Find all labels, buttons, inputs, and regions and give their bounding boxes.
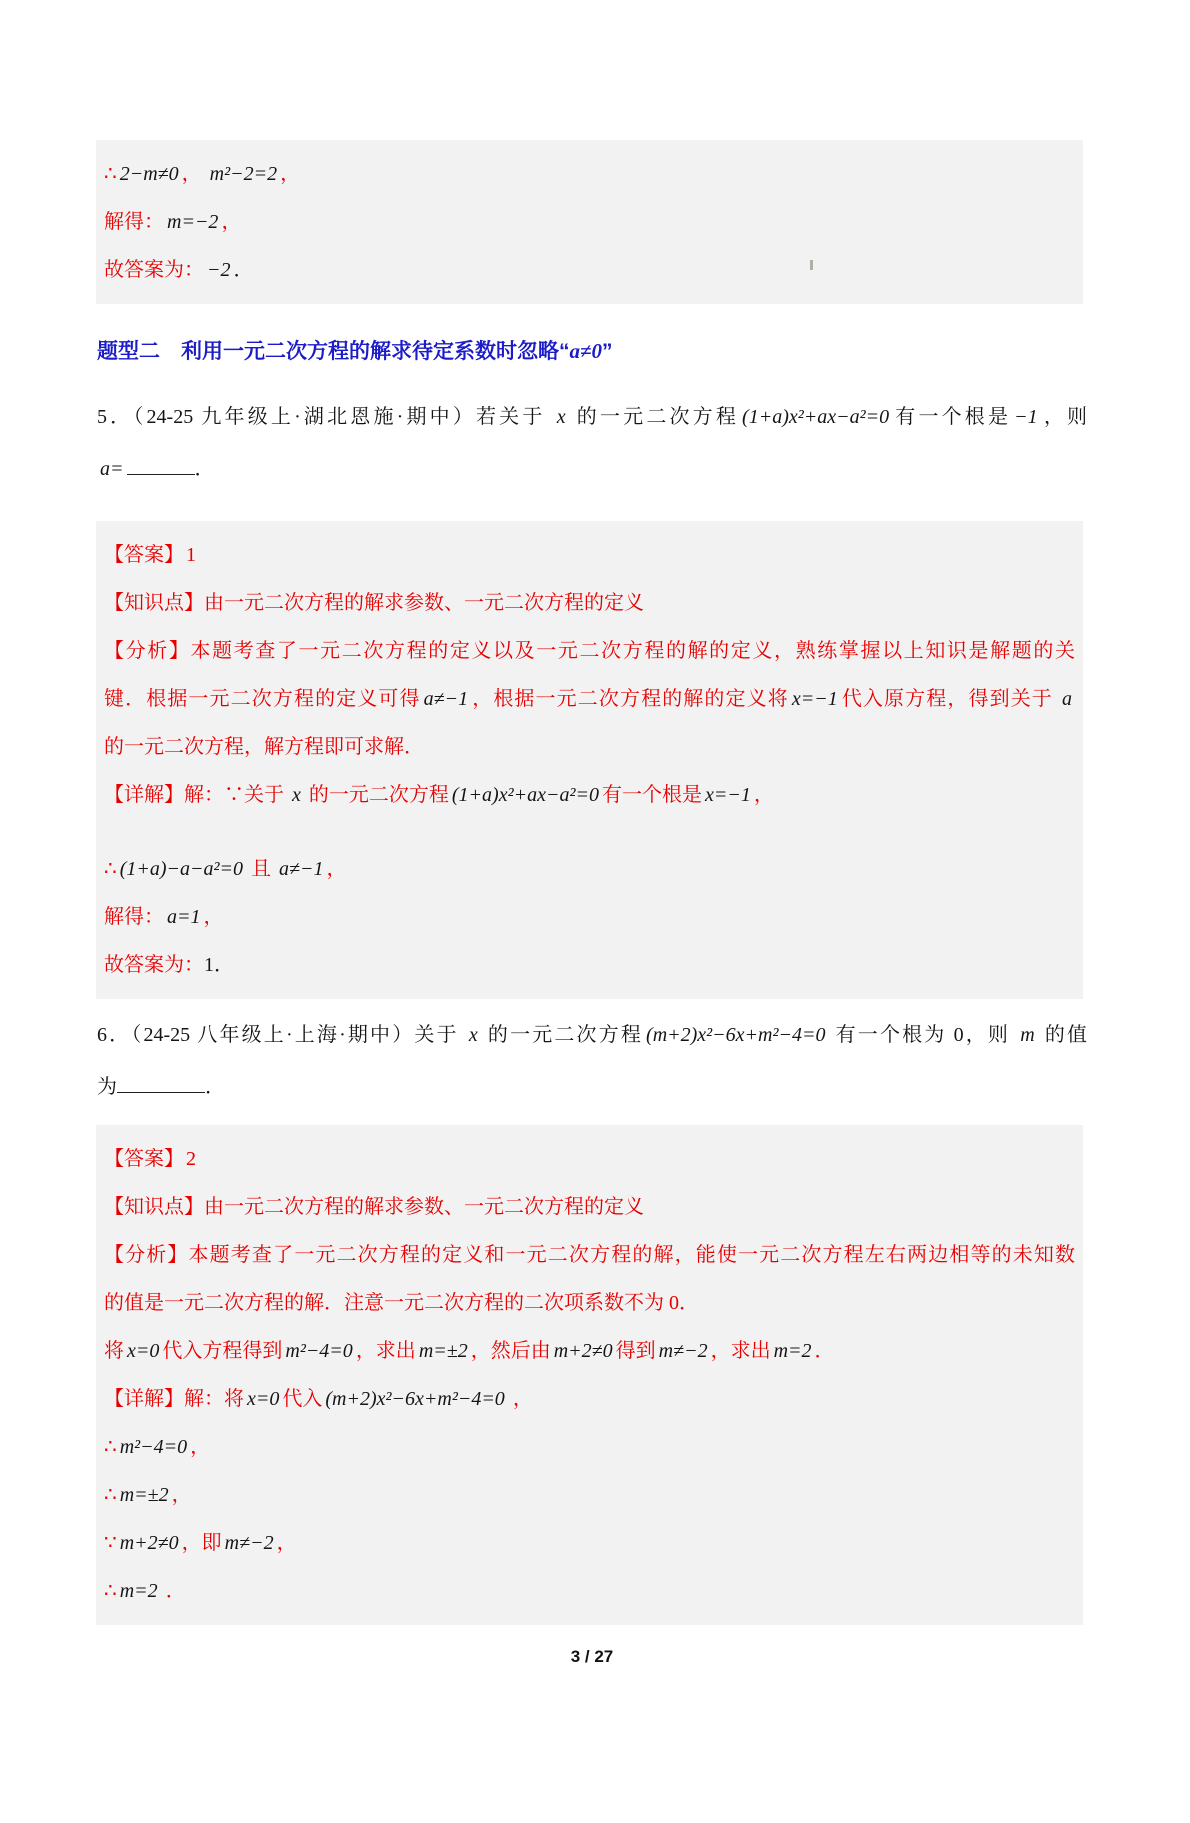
red-text: 且 xyxy=(246,858,277,880)
red-text: ， xyxy=(276,1532,297,1554)
math-expression: m=2 xyxy=(119,1580,158,1602)
heading-text: 题型二 利用一元二次方程的解求待定系数时忽略“ xyxy=(97,340,570,363)
red-text: ∴ xyxy=(104,1484,117,1506)
red-text: 【知识点】由一元二次方程的解求参数、一元二次方程的定义 xyxy=(104,592,644,614)
text-line xyxy=(104,1471,1075,1519)
body-text: ． xyxy=(233,259,254,281)
heading-text: ” xyxy=(602,340,613,363)
red-text: 的值是一元二次方程的解．注意一元二次方程的二次项系数不为 0． xyxy=(104,1292,699,1314)
text-line xyxy=(104,150,1075,198)
red-text: 代入 xyxy=(282,1388,323,1410)
red-text: 得到 xyxy=(615,1340,656,1362)
text-line xyxy=(104,627,1075,675)
math-expression: m≠−2 xyxy=(658,1340,708,1362)
text-line xyxy=(97,391,1087,443)
text-line xyxy=(97,1009,1087,1061)
math-expression: m xyxy=(1020,1024,1035,1046)
red-text: ∴ xyxy=(104,1580,117,1602)
red-text: 代入方程得到 xyxy=(162,1340,283,1362)
problem-5-statement xyxy=(97,391,1087,495)
blank-underline xyxy=(127,453,195,475)
math-expression: −2 xyxy=(207,259,231,281)
math-expression: m=±2 xyxy=(418,1340,468,1362)
body-text: ． xyxy=(205,1076,225,1098)
text-line xyxy=(104,845,1075,893)
math-expression: a=1 xyxy=(167,906,201,928)
text-line xyxy=(97,443,1087,495)
math-expression: (1+a)−a−a²=0 xyxy=(119,858,244,880)
stray-mark xyxy=(810,260,813,270)
body-text: 有一个根为 0，则 xyxy=(828,1024,1018,1046)
math-expression: a= xyxy=(100,458,124,480)
red-text: ∵ xyxy=(104,1532,117,1554)
red-text: 【答案】 xyxy=(104,544,184,566)
red-text: 【分析】本题考查了一元二次方程的定义和一元二次方程的解，能使一元二次方程左右两边相等的未知数 xyxy=(104,1244,1075,1266)
red-text: ， xyxy=(203,906,224,928)
blank-underline xyxy=(117,1071,205,1093)
math-expression: x=0 xyxy=(127,1340,160,1362)
red-text: ，然后由 xyxy=(470,1340,551,1362)
red-text: ， xyxy=(326,858,347,880)
text-line xyxy=(104,1423,1075,1471)
math-expression: −1 xyxy=(1014,406,1038,428)
text-line xyxy=(104,1567,1075,1615)
red-text: ∴ xyxy=(104,163,117,185)
text-line xyxy=(104,579,1075,627)
red-text: ，求出 xyxy=(710,1340,771,1362)
red-text: 【详解】解：∵关于 xyxy=(104,784,289,806)
text-line xyxy=(104,1135,1075,1183)
text-line xyxy=(104,1183,1075,1231)
math-expression: m+2≠0 xyxy=(553,1340,613,1362)
math-expression: m=±2 xyxy=(119,1484,169,1506)
red-text: 解得： xyxy=(104,211,164,233)
red-text: ， xyxy=(507,1388,533,1410)
red-answer-number: 1 xyxy=(186,544,196,566)
red-text: ，根据一元二次方程的解的定义将 xyxy=(471,688,789,710)
body-text: 6．（24-25 八年级上·上海·期中）关于 xyxy=(97,1024,466,1046)
math-expression: x=−1 xyxy=(791,688,838,710)
math-expression: m²−4=0 xyxy=(119,1436,188,1458)
problem-6-statement xyxy=(97,1009,1087,1113)
red-text: 【知识点】由一元二次方程的解求参数、一元二次方程的定义 xyxy=(104,1196,644,1218)
math-expression: m=2 xyxy=(773,1340,812,1362)
red-text: ，即 xyxy=(181,1532,222,1554)
math-expression: m≠−2 xyxy=(224,1532,274,1554)
section-heading-topic-2 xyxy=(97,336,1087,367)
text-line xyxy=(104,1231,1075,1279)
math-expression: a xyxy=(1062,688,1073,710)
red-text: 故答案为： xyxy=(104,954,204,976)
solution-box-problem-5 xyxy=(96,521,1083,999)
text-line xyxy=(104,675,1075,723)
red-text: 的一元二次方程，解方程即可求解． xyxy=(104,736,424,758)
red-text: ， xyxy=(171,1484,192,1506)
red-text: 键．根据一元二次方程的定义可得 xyxy=(104,688,421,710)
red-text: ， xyxy=(190,1436,211,1458)
text-line xyxy=(104,893,1075,941)
math-expression: a≠−1 xyxy=(279,858,324,880)
text-line xyxy=(104,246,1075,294)
document-page xyxy=(0,140,1190,1667)
red-text: 【分析】本题考查了一元二次方程的定义以及一元二次方程的解的定义，熟练掌握以上知识是解题的关 xyxy=(104,640,1075,662)
text-line xyxy=(104,531,1075,579)
math-expression: x=0 xyxy=(247,1388,280,1410)
solution-box-problem-6 xyxy=(96,1125,1083,1625)
body-text: ． xyxy=(194,458,215,480)
solution-box-previous-problem xyxy=(96,140,1083,304)
math-expression: (1+a)x²+ax−a²=0 xyxy=(451,784,599,806)
red-text: ∴ xyxy=(104,1436,117,1458)
red-text: 的一元二次方程 xyxy=(303,784,449,806)
body-text: 为 xyxy=(97,1076,117,1098)
math-expression: x xyxy=(556,406,566,428)
text-line xyxy=(104,1279,1075,1327)
red-text: ． xyxy=(160,1580,186,1602)
text-line xyxy=(104,1327,1075,1375)
red-text: 【详解】解：将 xyxy=(104,1388,244,1410)
body-text: 1． xyxy=(204,954,234,976)
text-line xyxy=(104,1375,1075,1423)
red-text: ， xyxy=(280,163,301,185)
red-text: 故答案为： xyxy=(104,259,204,281)
red-text: ． xyxy=(814,1340,835,1362)
math-expression: m+2≠0 xyxy=(119,1532,179,1554)
body-text: ，则 xyxy=(1040,406,1088,428)
red-text: 将 xyxy=(104,1340,124,1362)
text-line xyxy=(104,1519,1075,1567)
math-expression: a≠−1 xyxy=(423,688,469,710)
red-text: 有一个根是 xyxy=(601,784,702,806)
math-expression: (m+2)x²−6x+m²−4=0 xyxy=(325,1388,505,1410)
body-text: 5．（24-25 九年级上·湖北恩施·期中）若关于 xyxy=(97,406,554,428)
math-expression: m=−2 xyxy=(167,211,219,233)
text-line xyxy=(97,336,1087,367)
body-text: 的一元二次方程 xyxy=(480,1024,644,1046)
red-text: 代入原方程，得到关于 xyxy=(840,688,1060,710)
math-expression: x=−1 xyxy=(704,784,751,806)
math-expression: 2−m≠0 xyxy=(119,163,179,185)
body-text: 的值 xyxy=(1037,1024,1088,1046)
body-text: 的一元二次方程 xyxy=(568,406,740,428)
heading-math: a≠0 xyxy=(569,339,603,363)
math-expression: x xyxy=(468,1024,478,1046)
math-expression: m²−2=2 xyxy=(204,163,278,185)
red-answer-number: 2 xyxy=(186,1148,196,1170)
body-text: 有一个根是 xyxy=(892,406,1012,428)
math-expression: (1+a)x²+ax−a²=0 xyxy=(742,406,890,428)
red-text: ， xyxy=(181,163,202,185)
math-expression: m²−4=0 xyxy=(285,1340,353,1362)
math-expression: x xyxy=(292,784,301,806)
red-text: 解得： xyxy=(104,906,164,928)
page-number: 3 / 27 xyxy=(570,1647,614,1666)
red-text: ∴ xyxy=(104,858,117,880)
red-text: ，求出 xyxy=(355,1340,416,1362)
text-line xyxy=(104,198,1075,246)
red-text: ， xyxy=(221,211,242,233)
text-line xyxy=(97,1061,1087,1113)
math-expression: (m+2)x²−6x+m²−4=0 xyxy=(646,1024,826,1046)
text-line xyxy=(104,771,1075,819)
text-line xyxy=(104,941,1075,989)
red-text: ， xyxy=(753,784,774,806)
text-line xyxy=(104,723,1075,771)
red-text: 【答案】 xyxy=(104,1148,184,1170)
